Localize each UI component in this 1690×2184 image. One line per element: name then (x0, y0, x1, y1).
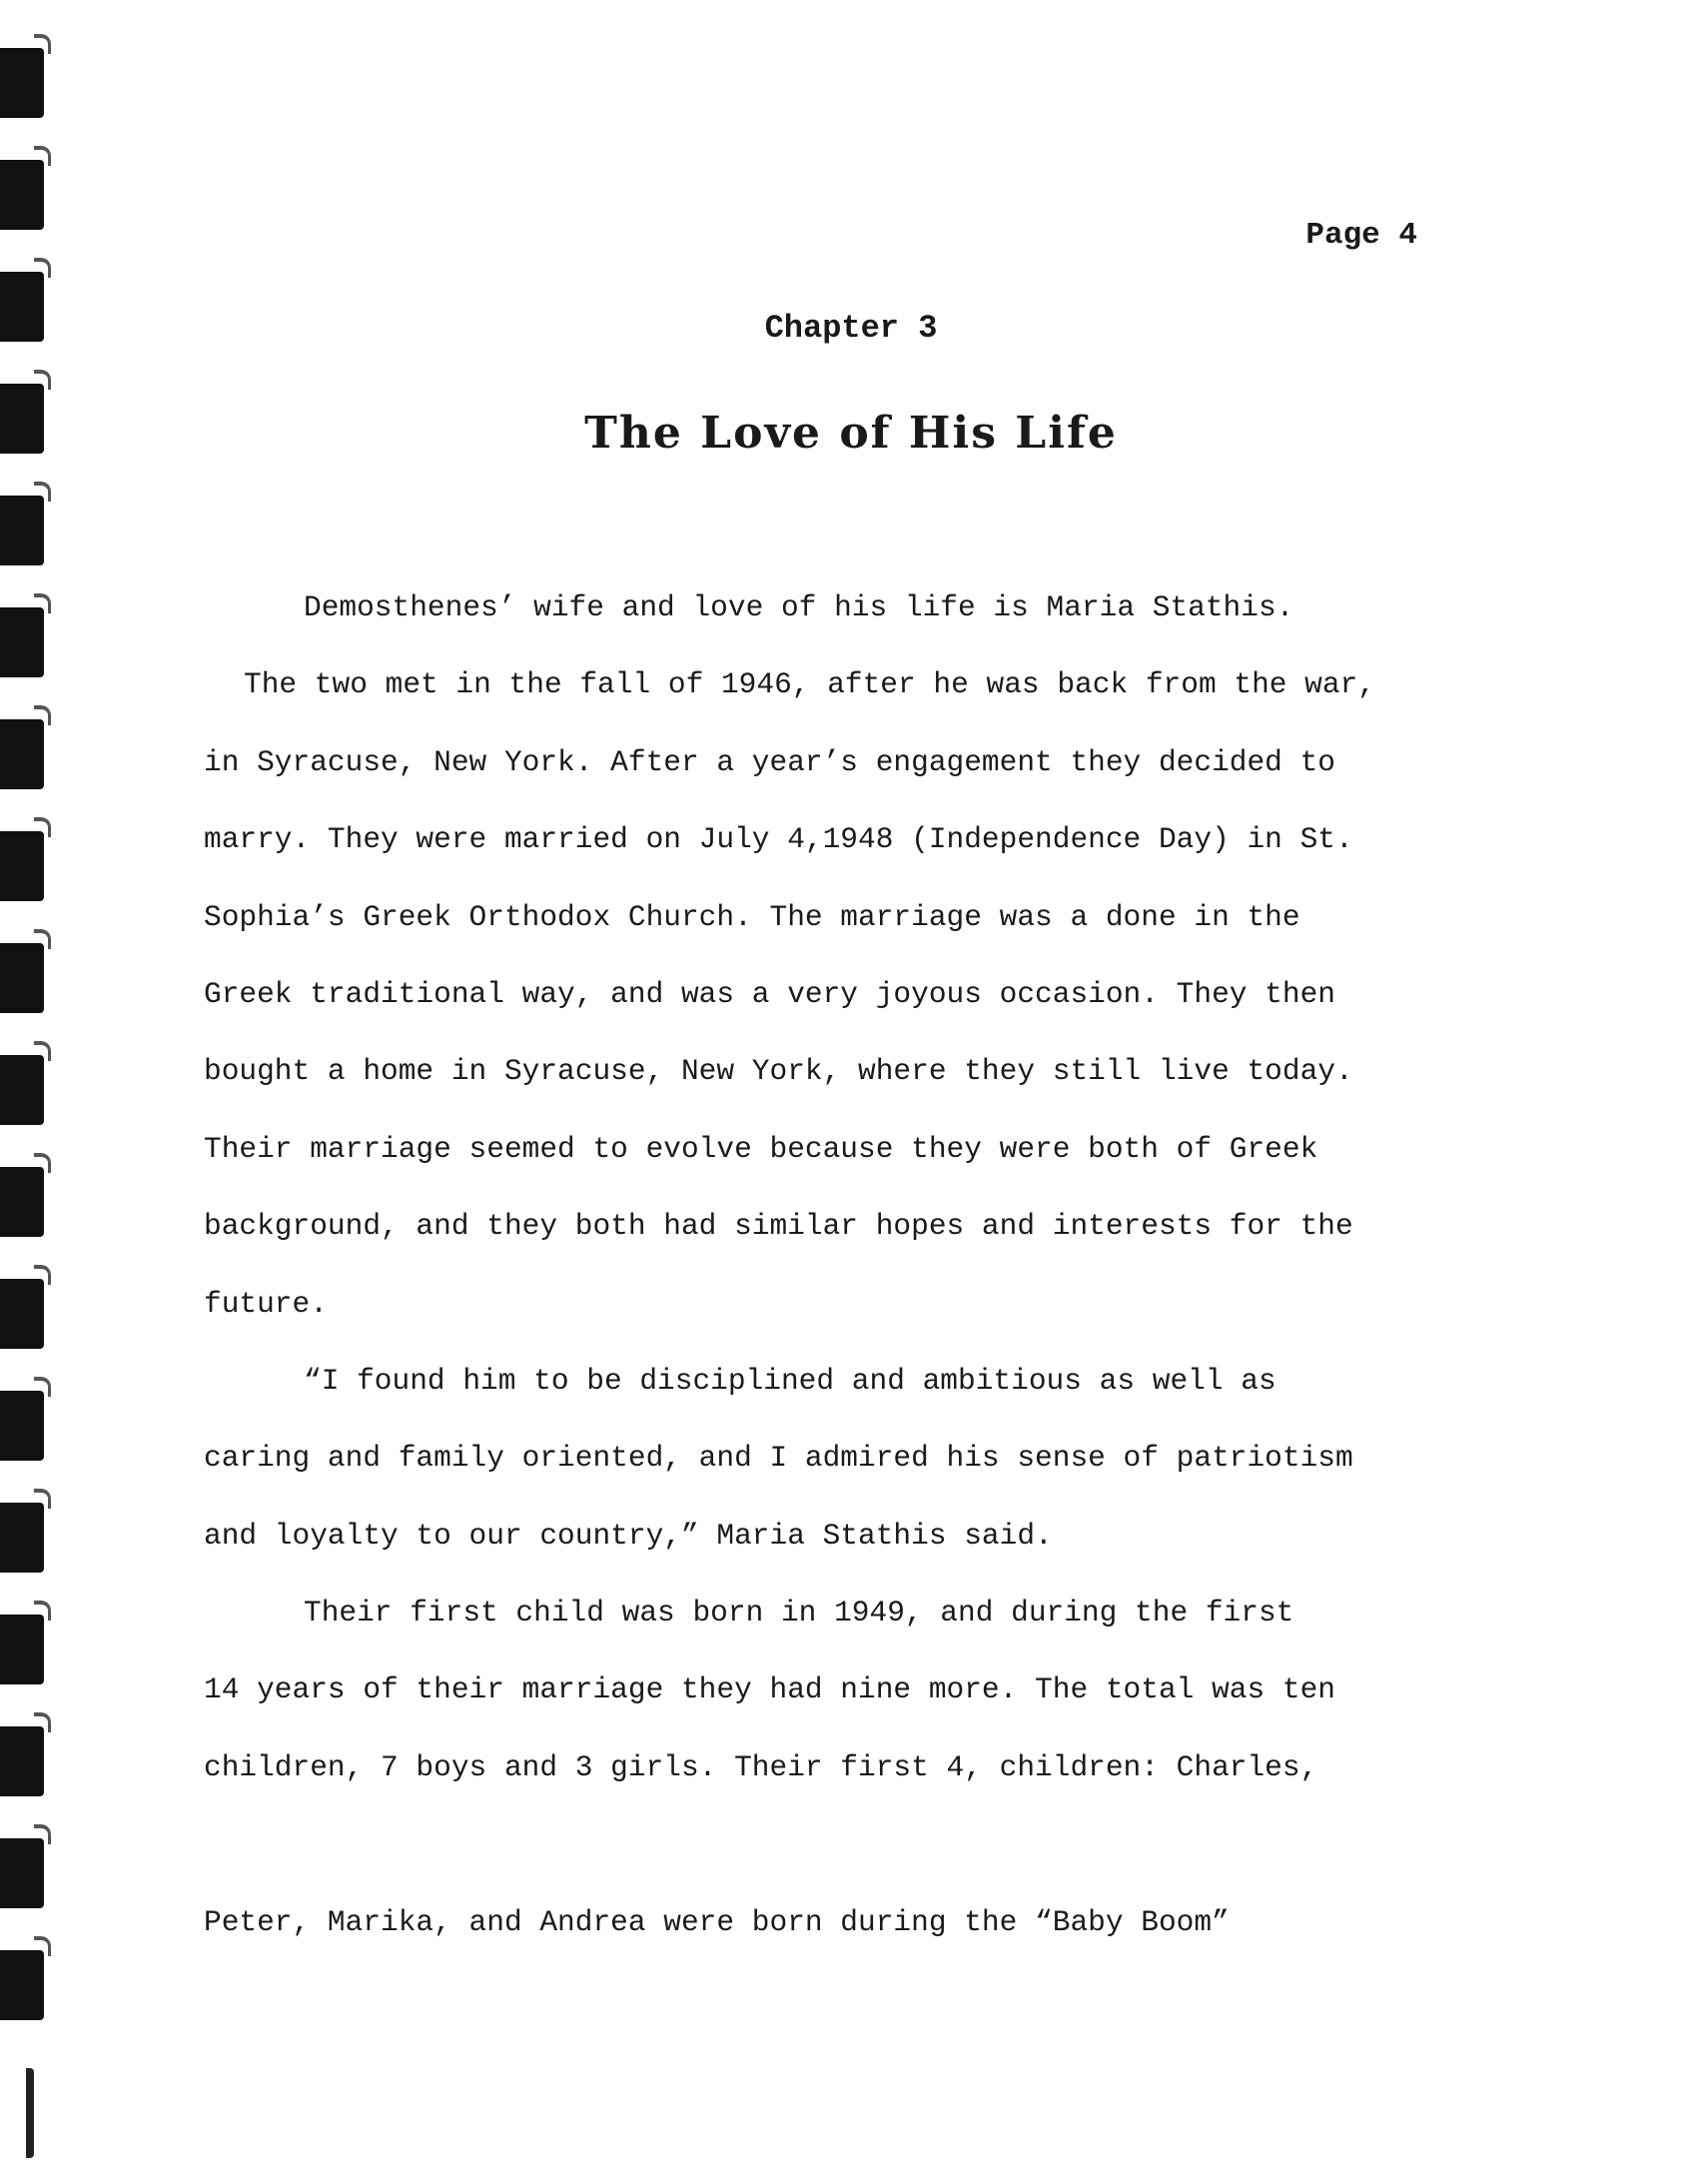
page-title: The Love of His Life (584, 408, 1118, 459)
binding-coil (0, 607, 44, 677)
text-line: Their first child was born in 1949, and during the first (304, 1596, 1294, 1631)
text-line: Demosthenes’ wife and love of his life is Maria Stathis. (304, 590, 1294, 624)
binding-coil (0, 1279, 44, 1349)
text-line: future. (204, 1286, 328, 1321)
text-line: 14 years of their marriage they had nine more. The total was ten (204, 1672, 1335, 1707)
text-line: Greek traditional way, and was a very joyous occasion. They then (204, 976, 1335, 1011)
binding-coil (0, 943, 44, 1013)
binding-coil (0, 1615, 44, 1684)
text-line: background, and they both had similar hopes and interests for the (204, 1209, 1353, 1244)
binding-coil (0, 1503, 44, 1573)
text-line: Peter, Marika, and Andrea were born during the “Baby Boom” (204, 1905, 1230, 1940)
binding-coil (0, 160, 44, 230)
binding-coil (0, 1055, 44, 1125)
binding-coil (0, 1167, 44, 1237)
binding-coil (0, 1726, 44, 1796)
text-line: The two met in the fall of 1946, after he was back from the war, (244, 667, 1375, 702)
text-line: Sophia’s Greek Orthodox Church. The marriage was a done in the (204, 899, 1300, 934)
binding-coil (0, 496, 44, 565)
binding-coil (0, 831, 44, 901)
body-text (204, 569, 1502, 2039)
text-line: Their marriage seemed to evolve because they were both of Greek (204, 1131, 1318, 1166)
text-line: caring and family oriented, and I admired his sense of patriotism (204, 1441, 1353, 1476)
binding-coil (26, 2068, 34, 2158)
page-number: Page 4 (1305, 218, 1417, 253)
text-line: in Syracuse, New York. After a year’s engagement they decided to (204, 744, 1335, 779)
text-line: children, 7 boys and 3 girls. Their first 4, children: Charles, (204, 1749, 1318, 1784)
binding-coil (0, 1950, 44, 2020)
binding-coil (0, 719, 44, 789)
binding-coil (0, 48, 44, 118)
binding-coil (0, 1838, 44, 1908)
chapter-heading: Chapter 3 (764, 310, 938, 347)
text-line: marry. They were married on July 4,1948 (Independence Day) in St. (204, 822, 1353, 857)
text-line: “I found him to be disciplined and ambitious as well as (304, 1363, 1276, 1398)
text-line: bought a home in Syracuse, New York, where they still live today. (204, 1054, 1353, 1089)
binding-coil (0, 1391, 44, 1461)
text-line: and loyalty to our country,” Maria Stathis said. (204, 1518, 1053, 1553)
